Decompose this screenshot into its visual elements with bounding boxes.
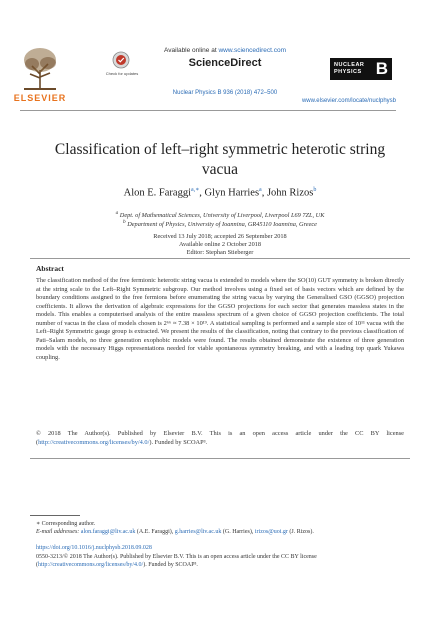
check-for-updates-label[interactable]: Check for updates: [105, 71, 139, 76]
email-owner: (G. Harries),: [221, 529, 255, 535]
affiliation-a: [40, 210, 400, 219]
author-affiliation-marks[interactable]: b: [313, 187, 317, 193]
available-online-date: Available online 2 October 2018: [178, 241, 262, 248]
journal-logo-top: NUCLEAR: [334, 62, 365, 68]
received-dates: Received 13 July 2018; accepted 26 September 2018: [153, 233, 287, 240]
journal-logo-mid: PHYSICS: [334, 69, 362, 75]
editor-line: Editor: Stephan Stieberger: [186, 249, 254, 256]
footer-license-line: (http://creativecommons.org/licenses/by/4.0/). Funded by SCOAP³.: [36, 562, 198, 568]
author-affiliation-marks[interactable]: a,∗: [191, 187, 200, 193]
elsevier-tree-logo: [20, 44, 60, 92]
available-online-prefix: Available online at: [163, 47, 219, 54]
journal-homepage-link[interactable]: www.elsevier.com/locate/nuclphysb: [301, 98, 396, 104]
abstract-heading: Abstract: [36, 264, 64, 273]
author-name: John Rizos: [266, 187, 314, 199]
footer-license-suffix: ). Funded by SCOAP³.: [143, 562, 198, 568]
affiliation-text: Department of Physics, University of Ioannina, GR45110 Ioannina, Greece: [127, 221, 317, 229]
email-link[interactable]: g.harries@liv.ac.uk: [174, 529, 222, 535]
check-for-updates-icon[interactable]: [112, 51, 130, 69]
abstract-bottom-divider: [30, 458, 410, 459]
license-statement: [36, 430, 404, 447]
issn-copyright-line: 0550-3213/© 2018 The Author(s). Published by Elsevier B.V. This is an open access article under the CC BY license: [36, 554, 317, 560]
journal-reference-link[interactable]: Nuclear Physics B 936 (2018) 472–500: [172, 90, 278, 96]
email-link[interactable]: alon.faraggi@liv.ac.uk: [80, 529, 136, 535]
doi-link[interactable]: [36, 544, 404, 552]
header-divider: [20, 110, 396, 111]
sciencedirect-url-link[interactable]: www.sciencedirect.com: [218, 47, 286, 54]
available-online-line: [145, 47, 305, 54]
doi-url[interactable]: https://doi.org/10.1016/j.nuclphysb.2018.09.028: [36, 545, 152, 551]
affiliation-mark: b: [123, 219, 126, 225]
author-name: Alon E. Faraggi: [123, 187, 192, 199]
footnote-divider: [30, 515, 80, 516]
email-addresses: [36, 528, 404, 536]
affiliation-text: Dept. of Mathematical Sciences, University of Liverpool, Liverpool L69 7ZL, UK: [119, 212, 325, 220]
affiliation-b: [40, 219, 400, 228]
cc-by-license-link[interactable]: http://creativecommons.org/licenses/by/4.0/: [38, 438, 150, 446]
corresponding-author-note: ∗ Corresponding author.: [36, 521, 96, 527]
license-prefix: © 2018 The Author(s). Published by Elsevier B.V. This is an open access article under the CC BY license (: [36, 430, 404, 446]
email-link[interactable]: irizos@uoi.gr: [254, 529, 288, 535]
journal-logo-letter: B: [375, 59, 388, 78]
nuclear-physics-b-logo: [330, 58, 392, 80]
license-suffix: ). Funded by SCOAP³.: [149, 438, 208, 446]
email-owner: (A.E. Faraggi),: [135, 529, 175, 535]
footer-license-link[interactable]: http://creativecommons.org/licenses/by/4.0/: [38, 562, 144, 568]
author-name: Glyn Harries: [204, 187, 260, 199]
paper-title: Classification of left–right symmetric heterotic string vacua: [54, 141, 386, 178]
author-affiliation-marks[interactable]: a: [259, 187, 262, 193]
sciencedirect-wordmark: ScienceDirect: [188, 57, 262, 69]
author-list: Alon E. Faraggi$^{a,∗}$, Glyn Harries$^a$, John Rizos$^b$: [123, 187, 317, 199]
email-label: E-mail addresses:: [36, 529, 80, 535]
abstract-body: The classification method of the free fermionic heterotic string vacua is extended to models where the SO(10) GUT symmetry is broken directly at the string scale to the Left–Right Symmetric subgroup. Our method involves using a fixed set of basis vectors which are defined by the boundary conditions assigned to the free fermions before enumerating the string vacua by varying the Generalised GSO (GGSO) projection coefficients. It allows the derivation of algebraic expressions for the GGSO projections for each sector that generates massless states in the models. This enables a computerised analysis of the entire massless spectrum of a given choice of GGSO projection coefficients. The total number of vacua in the class of models chosen is 2⁶⁶ ≈ 7.38 × 10¹⁹. A statistical sampling is performed and a sample size of 10¹¹ vacua with the Left–Right Symmetric gauge group is extracted. We present the results of the classification, noting that contrary to the previous classification of Pati–Salam models, no three generation exophobic models were found. The results obtained demonstrate the existence of three generation models with the necessary Higgs representations needed for viable spontaneous symmetry breaking, and with a leading top quark Yukawa coupling.: [36, 277, 404, 361]
email-owner: (J. Rizos).: [287, 529, 314, 535]
abstract-top-divider: [30, 258, 410, 259]
affiliation-mark: a: [115, 210, 119, 216]
publisher-wordmark: ELSEVIER: [13, 93, 67, 103]
